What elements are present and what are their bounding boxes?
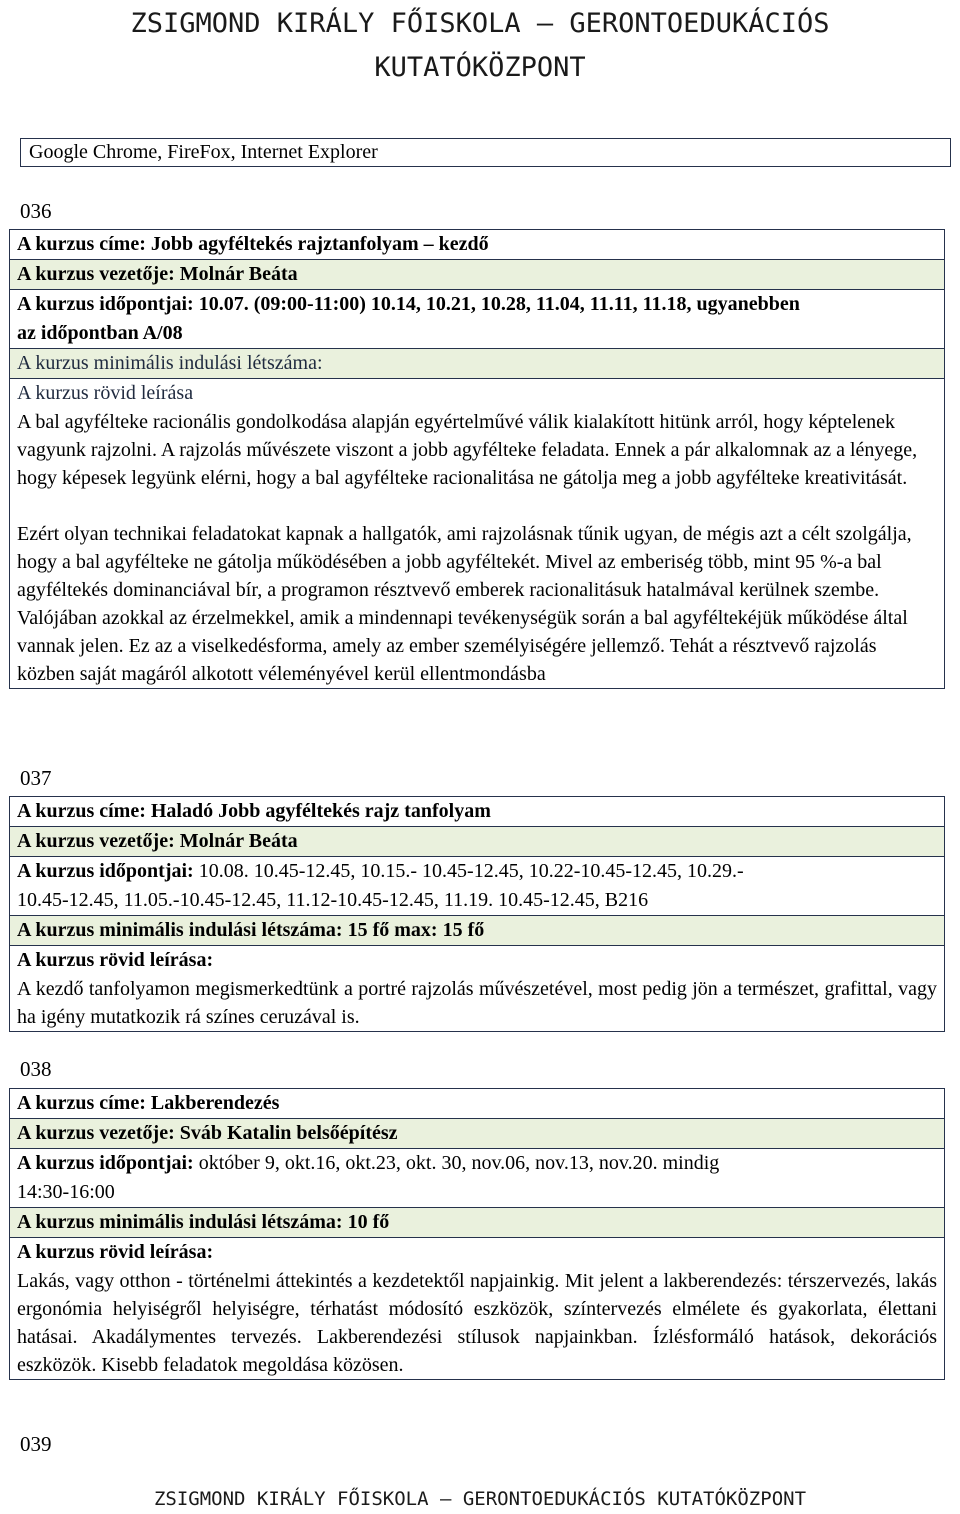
course-min-participants: A kurzus minimális indulási létszáma: 10 fő: [10, 1207, 944, 1237]
course-title: A kurzus címe: Jobb agyféltekés rajztanfolyam – kezdő: [17, 233, 489, 255]
course-description-label: A kurzus rövid leírása:: [10, 945, 944, 975]
course-leader: A kurzus vezetője: Molnár Beáta: [10, 826, 944, 856]
course-title: A kurzus címe: Lakberendezés: [17, 1092, 280, 1114]
course-box-036: [9, 229, 945, 689]
course-leader: A kurzus vezetője: Sváb Katalin belsőépítész: [10, 1118, 944, 1148]
course-times: A kurzus időpontjai: október 9, okt.16, okt.23, okt. 30, nov.06, nov.13, nov.20. mindig 14:30-16:00: [10, 1148, 944, 1207]
course-times: A kurzus időpontjai: 10.07. (09:00-11:00) 10.14, 10.21, 10.28, 11.04, 11.11, 11.18, ugyanebben az időpontban A/08: [10, 289, 944, 348]
course-description-label: A kurzus rövid leírása: [10, 378, 944, 408]
course-min-participants: A kurzus minimális indulási létszáma: 15 fő max: 15 fő: [10, 915, 944, 945]
header-line-1: ZSIGMOND KIRÁLY FŐISKOLA – GERONTOEDUKÁCIÓS: [130, 8, 830, 39]
course-min-participants: A kurzus minimális indulási létszáma:: [10, 348, 944, 378]
course-number: 039: [20, 1432, 52, 1456]
course-description-p1: A kezdő tanfolyamon megismerkedtünk a portré rajzolás művészetével, most pedig jön a természet, grafittal, vagy ha igény mutatkozik rá színes ceruzával is.: [17, 978, 937, 1028]
page-footer: ZSIGMOND KIRÁLY FŐISKOLA – GERONTOEDUKÁCIÓS KUTATÓKÖZPONT: [153, 1488, 807, 1510]
course-number: 036: [20, 199, 52, 223]
header-line-2: KUTATÓKÖZPONT: [374, 52, 586, 83]
course-description-label: A kurzus rövid leírása:: [10, 1237, 944, 1267]
course-description-p2: Ezért olyan technikai feladatokat kapnak a hallgatók, ami rajzolásnak tűnik ugyan, de mégis azt a célt szolgálja, hogy a bal agyfélteke ne gátolja működésében a jobb agyféltekét. Mivel az emberiség több, mint 95 %-a bal agyféltekés dominanciával bír, a programon résztvevő emberek racionalitásuk hatalmával kerülnek szembe. Valójában azokkal az érzelmekkel, amik a mindennapi tevékenységük során a bal agyféltekéjük működése által vannak jelen. Ez az a viselkedésforma, amely az ember személyiségére jellemző. Tehát a résztvevő rajzolás közben saját magáról alkotott véleményével kerül ellentmondásba: [17, 523, 912, 685]
course-leader: A kurzus vezetője: Molnár Beáta: [10, 259, 944, 289]
browser-list-box: Google Chrome, FireFox, Internet Explorer: [20, 138, 951, 167]
page-header: [0, 0, 960, 90]
course-number: 037: [20, 766, 52, 790]
course-description-p1: A bal agyfélteke racionális gondolkodása alapján egyértelművé válik kialakított hitünk arról, hogy képtelenek vagyunk rajzolni. A rajzolás művészete viszont a jobb agyfélteke feladata. Ennek a pár alkalomnak az a lényege, hogy képesek legyünk elérni, hogy a bal agyfélteke racionalitása ne gátolja meg a jobb agyfélteke kreativitását.: [17, 411, 918, 489]
course-description-p1: Lakás, vagy otthon - történelmi áttekintés a kezdetektől napjainkig. Mit jelent a lakberendezés: térszervezés, lakás ergonómia helyiségről helyiségre, térhatást módosító eszközök, színtervezés elmélete és gyakorlata, élettani hatásai. Akadálymentes tervezés. Lakberendezési stílusok napjainkban. Ízlésformáló hatások, dekorációs eszközök. Kisebb feladatok megoldása közösen.: [17, 1270, 937, 1376]
course-title: A kurzus címe: Haladó Jobb agyféltekés rajz tanfolyam: [17, 800, 491, 822]
course-times: A kurzus időpontjai: 10.08. 10.45-12.45, 10.15.- 10.45-12.45, 10.22-10.45-12.45, 10.29.- 10.45-12.45, 11.05.-10.45-12.45, 11.12-10.45-12.45, 11.19. 10.45-12.45, B216: [10, 856, 944, 915]
course-box-037: [9, 796, 945, 1032]
course-box-038: [9, 1088, 945, 1380]
course-number: 038: [20, 1057, 52, 1081]
